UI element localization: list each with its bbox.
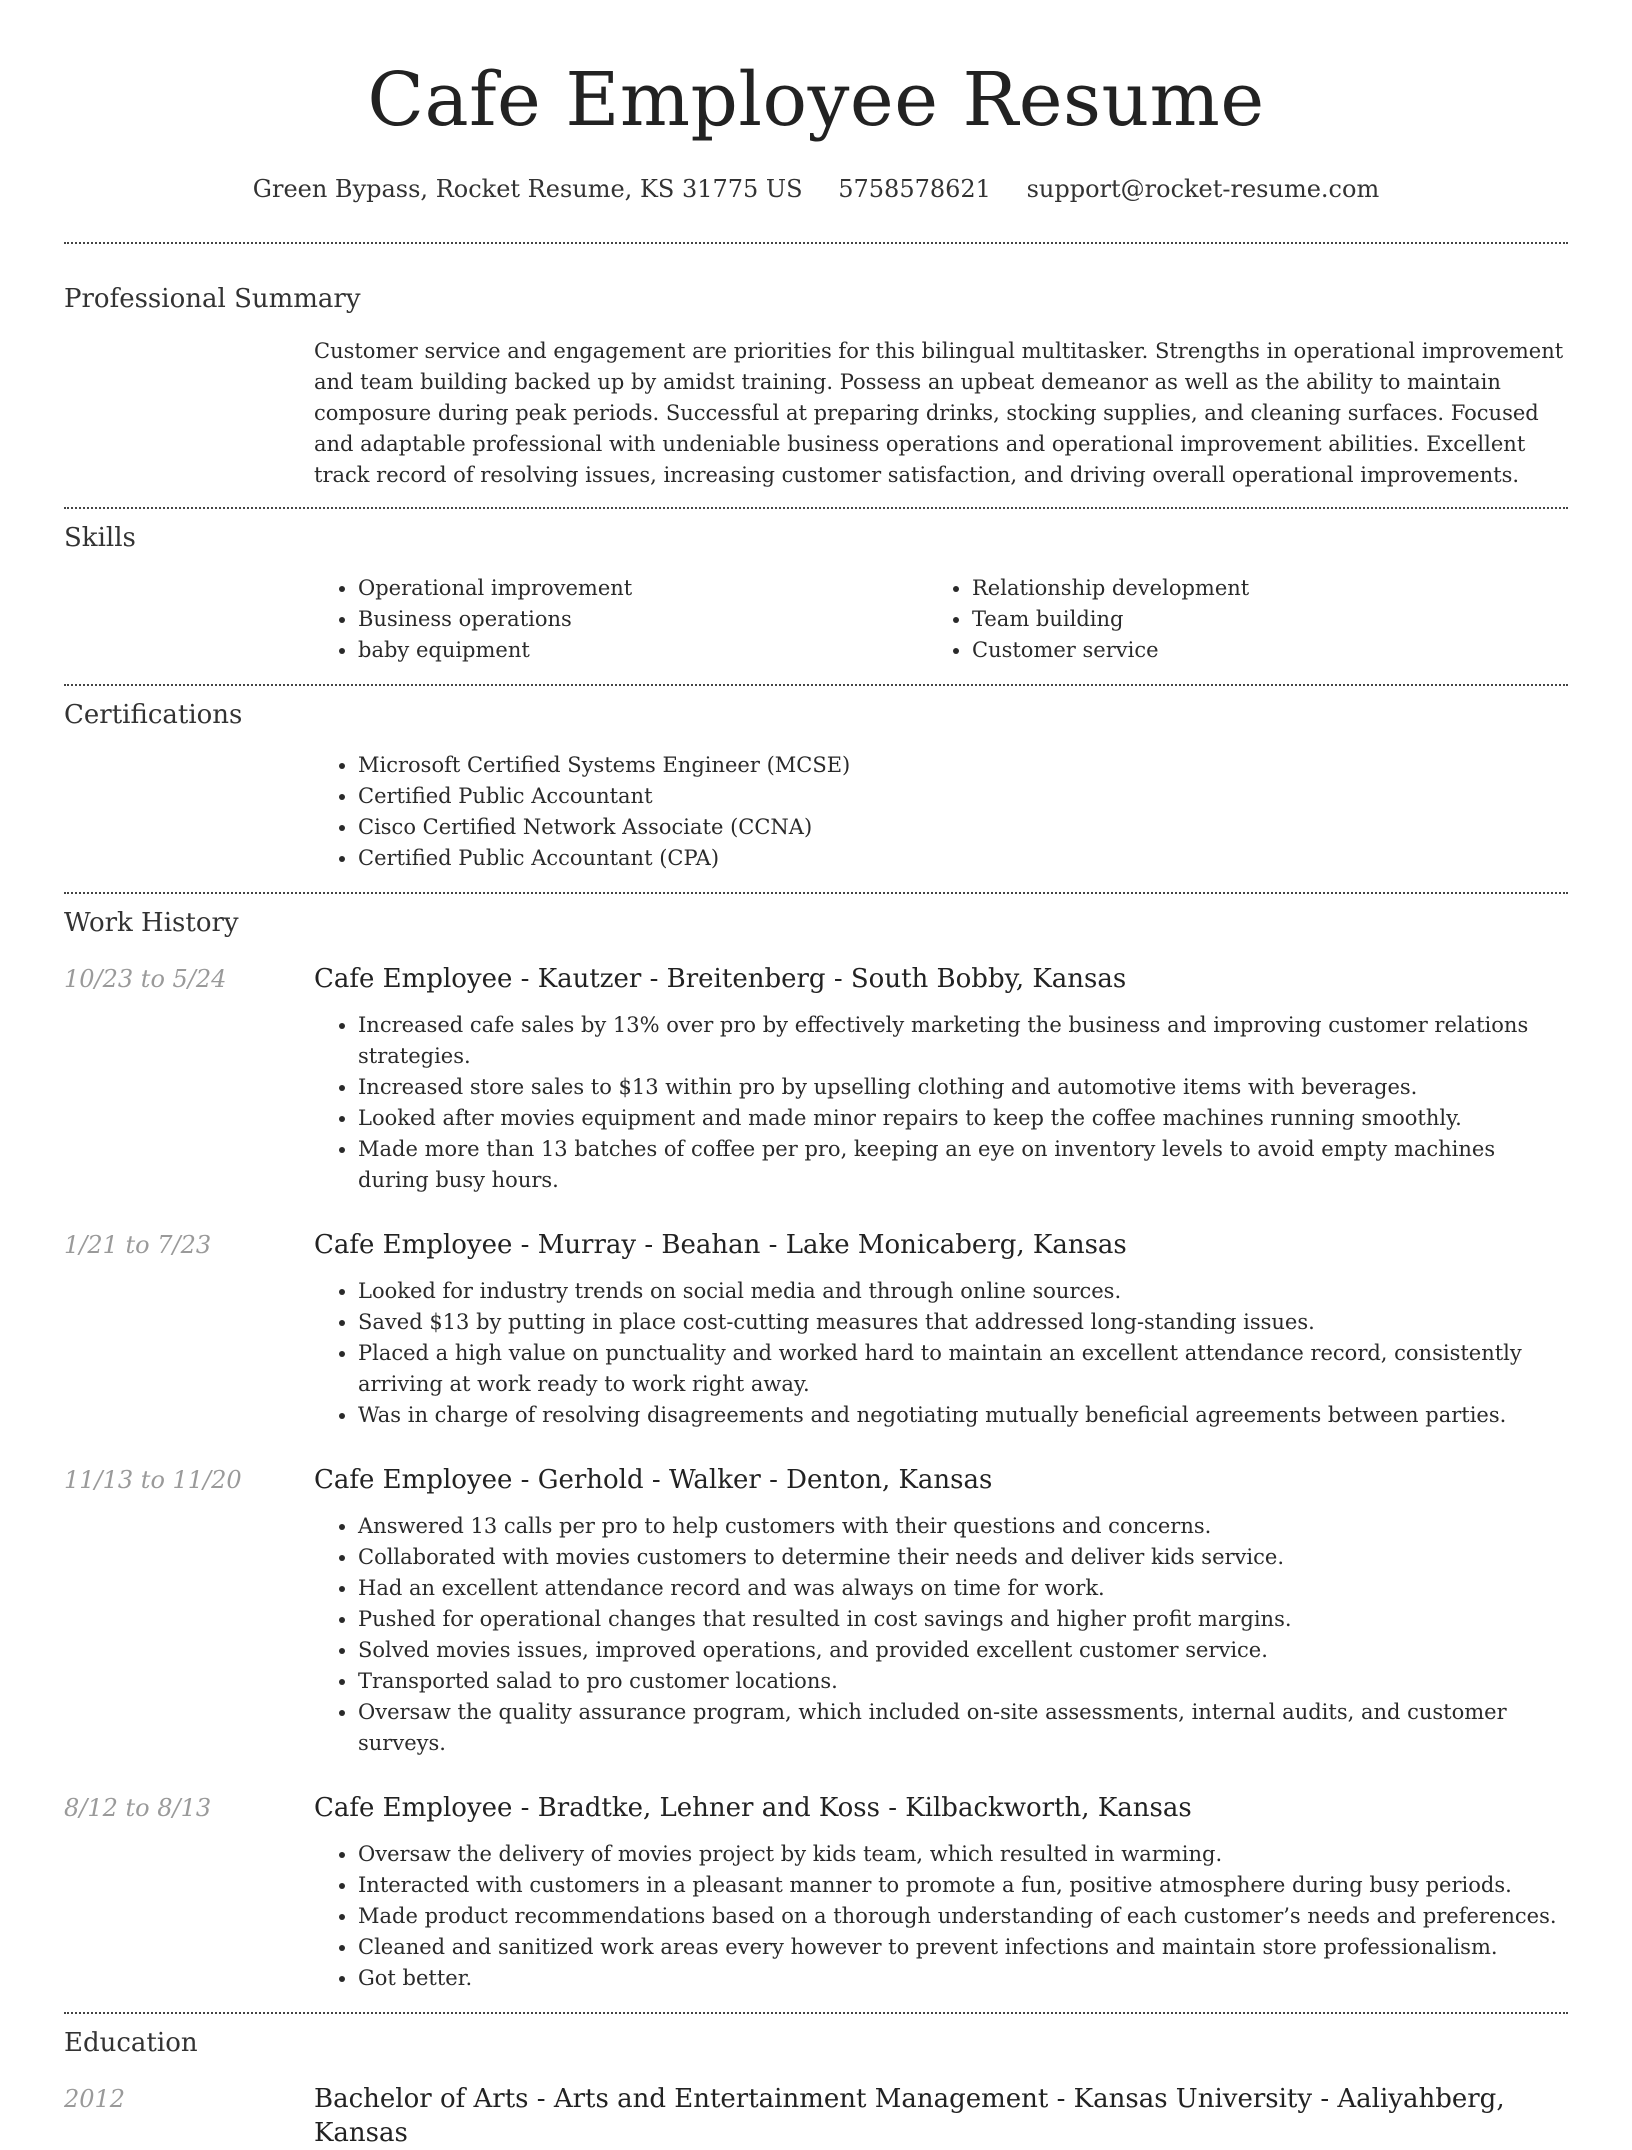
job-entry: [64, 1463, 1568, 1759]
job-bullet: • Increased cafe sales by 13% over pro by effectively marketing the business and improving customer relations strategies.: [358, 1010, 1568, 1072]
skill-item: • Relationship development: [972, 573, 1542, 604]
skills-heading: Skills: [64, 523, 136, 553]
job-bullet: • Answered 13 calls per pro to help customers with their questions and concerns.: [358, 1511, 1568, 1542]
job-bullet: • Had an excellent attendance record and was always on time for work.: [358, 1573, 1568, 1604]
job-bullet: • Looked for industry trends on social media and through online sources.: [358, 1276, 1568, 1307]
job-bullet: • Made product recommendations based on a thorough understanding of each customer’s needs and preferences.: [358, 1901, 1568, 1932]
job-bullet: • Oversaw the quality assurance program, which included on-site assessments, internal audits, and customer surveys.: [358, 1697, 1568, 1759]
skills-section: [64, 521, 1568, 666]
skill-item: • Operational improvement: [358, 573, 928, 604]
certification-item: • Cisco Certified Network Associate (CCNA): [358, 812, 1568, 843]
section-divider: [64, 507, 1568, 509]
contact-address: Green Bypass, Rocket Resume, KS 31775 US: [252, 175, 803, 203]
education-date: 2012: [64, 2085, 126, 2113]
job-bullet: • Solved movies issues, improved operations, and provided excellent customer service.: [358, 1635, 1568, 1666]
job-bullets: [314, 1276, 1568, 1431]
education-section: [64, 2026, 1568, 2150]
job-bullet: • Oversaw the delivery of movies project by kids team, which resulted in warming.: [358, 1839, 1568, 1870]
job-bullets: [314, 1010, 1568, 1196]
job-dates: 8/12 to 8/13: [64, 1794, 212, 1822]
skill-item: • baby equipment: [358, 635, 928, 666]
certifications-section: [64, 698, 1568, 874]
job-bullet: • Increased store sales to $13 within pro by upselling clothing and automotive items with beverages.: [358, 1072, 1568, 1103]
job-dates: 1/21 to 7/23: [64, 1231, 212, 1259]
job-bullet: • Made more than 13 batches of coffee per pro, keeping an eye on inventory levels to avoid empty machines during busy hours.: [358, 1134, 1568, 1196]
certification-item: • Microsoft Certified Systems Engineer (MCSE): [358, 750, 1568, 781]
job-bullet: • Interacted with customers in a pleasant manner to promote a fun, positive atmosphere during busy periods.: [358, 1870, 1568, 1901]
contact-line: [64, 174, 1568, 204]
contact-email: support@rocket-resume.com: [1026, 175, 1380, 203]
job-bullet: • Cleaned and sanitized work areas every however to prevent infections and maintain store professionalism.: [358, 1932, 1568, 1963]
skill-item: • Customer service: [972, 635, 1542, 666]
job-bullet: • Looked after movies equipment and made minor repairs to keep the coffee machines running smoothly.: [358, 1103, 1568, 1134]
certifications-list: [314, 750, 1568, 874]
job-title: Cafe Employee - Kautzer - Breitenberg - South Bobby, Kansas: [314, 964, 1127, 994]
section-divider: [64, 2012, 1568, 2014]
skills-column-right: [928, 573, 1542, 666]
education-entry: [64, 2082, 1568, 2150]
summary-text: Customer service and engagement are priorities for this bilingual multitasker. Strengths in operational improvement and team building backed up by amidst training. Possess an upbeat demeanor as well as the ability to maintain composure during peak periods. Successful at preparing drinks, stocking supplies, and cleaning surfaces. Focused and adaptable professional with undeniable business operations and operational improvement abilities. Excellent track record of resolving issues, increasing customer satisfaction, and driving overall operational improvements.: [314, 339, 1564, 487]
skills-list: [314, 573, 1568, 666]
job-title: Cafe Employee - Gerhold - Walker - Denton, Kansas: [314, 1465, 993, 1495]
section-divider: [64, 242, 1568, 244]
certifications-heading: Certifications: [64, 700, 243, 730]
section-divider: [64, 684, 1568, 686]
job-bullet: • Placed a high value on punctuality and worked hard to maintain an excellent attendance record, consistently arriving at work ready to work right away.: [358, 1338, 1568, 1400]
job-dates: 11/13 to 11/20: [64, 1466, 242, 1494]
job-bullet: • Was in charge of resolving disagreements and negotiating mutually beneficial agreements between parties.: [358, 1400, 1568, 1431]
certification-item: • Certified Public Accountant: [358, 781, 1568, 812]
summary-section: [64, 282, 1568, 491]
job-bullet: • Collaborated with movies customers to determine their needs and deliver kids service.: [358, 1542, 1568, 1573]
job-bullets: [314, 1839, 1568, 1994]
skill-item: • Team building: [972, 604, 1542, 635]
education-heading: Education: [64, 2028, 198, 2058]
job-title: Cafe Employee - Murray - Beahan - Lake Monicaberg, Kansas: [314, 1230, 1127, 1260]
job-bullet: • Transported salad to pro customer locations.: [358, 1666, 1568, 1697]
work-history-heading: Work History: [64, 908, 239, 938]
job-dates: 10/23 to 5/24: [64, 965, 227, 993]
work-history-section: [64, 906, 1568, 1994]
job-bullet: • Saved $13 by putting in place cost-cutting measures that addressed long-standing issues.: [358, 1307, 1568, 1338]
contact-phone: 5758578621: [838, 175, 991, 203]
section-divider: [64, 892, 1568, 894]
job-entry: [64, 1228, 1568, 1431]
skills-column-left: [314, 573, 928, 666]
job-bullets: [314, 1511, 1568, 1759]
education-title: Bachelor of Arts - Arts and Entertainment Management - Kansas University - Aaliyahberg, Kansas: [314, 2084, 1505, 2148]
summary-heading: Professional Summary: [64, 284, 361, 314]
certification-item: • Certified Public Accountant (CPA): [358, 843, 1568, 874]
job-bullet: • Got better.: [358, 1963, 1568, 1994]
job-title: Cafe Employee - Bradtke, Lehner and Koss - Kilbackworth, Kansas: [314, 1793, 1192, 1823]
job-bullet: • Pushed for operational changes that resulted in cost savings and higher profit margins.: [358, 1604, 1568, 1635]
skill-item: • Business operations: [358, 604, 928, 635]
job-entry: [64, 1791, 1568, 1994]
job-entry: [64, 962, 1568, 1196]
resume-page: [64, 0, 1568, 2150]
resume-title: Cafe Employee Resume: [367, 57, 1265, 143]
